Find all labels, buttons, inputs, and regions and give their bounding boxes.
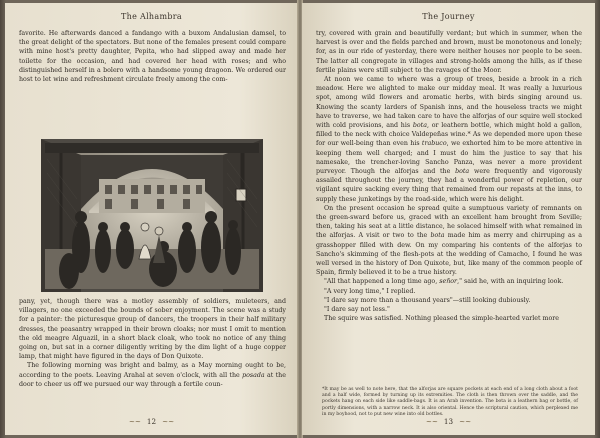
left-running-head: The Alhambra — [121, 12, 182, 21]
right-page-number: ~~ 13 ~~ — [425, 417, 472, 426]
footnote: *It may be as well to note here, that the alforjas are square pockets at each end of a long cloth about a foot and a half wide, formed by turning up its extremities. The cloth is then thrown over the saddle, and the pockets hang on each side like saddle-bags. It is an Arab invention. The bota is a leathern bag or bottle, of portly dimensions, with a narrow neck. It is also oriental. Hence the scriptural caution, which perplexed me in my boyhood, not to put new wine into old bottles. — [322, 387, 578, 417]
left-paragraph-3: The following morning was bright and balmy, as a May morning ought to be, according to the poets. Leaving Arahal at seven o'clock, with all the posada at the door to cheer us off we pursued our way through a fertile coun- — [19, 362, 286, 388]
right-paragraph-4: "All that happened a long time ago, señor," said he, with an inquiring look. — [324, 278, 564, 286]
right-paragraph-1: try, covered with grain and beautifully verdant; but which in summer, when the harvest is over and the fields parched and brown, must be monotonous and lonely; for, as in our ride of yesterday, there were neither houses nor people to be seen. The latter all congregate in villages and strong-holds among the hills, as if these fertile plains were still subject to the ravages of the Moor. — [316, 30, 582, 74]
inn-dance-illustration — [41, 139, 263, 292]
right-paragraph-5: "A very long time," I replied. — [324, 287, 416, 295]
right-paragraph-6: "I dare say more than a thousand years"—still looking dubiously. — [324, 296, 531, 304]
right-paragraph-7: "I dare say not less." — [324, 306, 390, 314]
folio-ornament-icon: ~~ — [128, 417, 141, 426]
right-text — [316, 29, 582, 324]
right-paragraph-8: The squire was satisfied. Nothing pleased the simple-hearted varlet more — [324, 315, 560, 323]
folio-ornament-icon: ~~ — [459, 417, 472, 426]
left-page — [5, 3, 298, 435]
left-paragraph-1: favorite. He afterwards danced a fandango with a buxom Andalusian damsel, to the great delight of the spectators. But none of the females present could compare with mine host's pretty daughter, Pepita, who had slipped away and made her toilette for the occasion, and had covered her head with roses; and who distinguished herself in a bolero with a handsome young dragoon. We ordered our host to let wine and refreshment circulate freely among the com- — [19, 30, 286, 84]
right-running-head: The Journey — [422, 12, 475, 21]
right-paragraph-3: On the present occasion he spread quite a sumptuous variety of remnants on the green-sward before us, graced with an excellent ham brought from Seville; then, taking his seat at a little distance, he solaced himself with what remained in the alforjas. A visit or two to the bota made him as merry and chirruping as a grasshopper filled with dew. On my comparing his contents of the alforjas to Sancho's skimming of the flesh-pots at the wedding of Camacho, I found he was well versed in the history of Don Quixote, but, like many of the common people of Spain, firmly believed it to be a true history. — [316, 204, 582, 277]
left-paragraph-2: pany, yet, though there was a motley assembly of soldiers, muleteers, and villagers, no one exceeded the bounds of sober enjoyment. The scene was a study for a painter: the picturesque group of dancers, the troopers in their half military dresses, the peasantry wrapped in their brown cloaks; nor must I omit to mention the old meagre Alguazil, in a short black cloak, who took no notice of any thing going on, but sat in a corner diligently writing by the dim light of a huge copper lamp, that might have figured in the days of Don Quixote. — [19, 298, 286, 361]
left-text-bottom — [19, 297, 286, 389]
folio-ornament-icon: ~~ — [425, 417, 438, 426]
right-paragraph-2: At noon we came to where was a group of trees, beside a brook in a rich meadow. Here we alighted to make our midday meal. It was really a luxurious spot, among wild flowers and aromatic herbs, with birds singing around us. Knowing the scanty larders of Spanish inns, and the houseless tracts we might have to traverse, we had taken care to have the alforjas of our squire well stocked with cold provisions, and his bota, or leathern bottle, which might hold a gallon, filled to the neck with choice Valdepeñas wine.* As we depended more upon these for our well-being than even his trabuco, we exhorted him to be more attentive in keeping them well charged; and I must do him the justice to say that his namesake, the trencher-loving Sancho Panza, was never a more provident purveyor. Though the alforjas and the bota were frequently and vigorously assailed throughout the journey, they had a wonderful power of repletion, our vigilant squire sacking every thing that remained from our repasts at the inns, to supply these junketings by the road-side, which were his delight. — [316, 76, 583, 203]
left-page-number: ~~ 12 ~~ — [128, 417, 175, 426]
folio-ornament-icon: ~~ — [162, 417, 175, 426]
right-page — [302, 3, 595, 435]
left-text-top — [19, 29, 286, 84]
